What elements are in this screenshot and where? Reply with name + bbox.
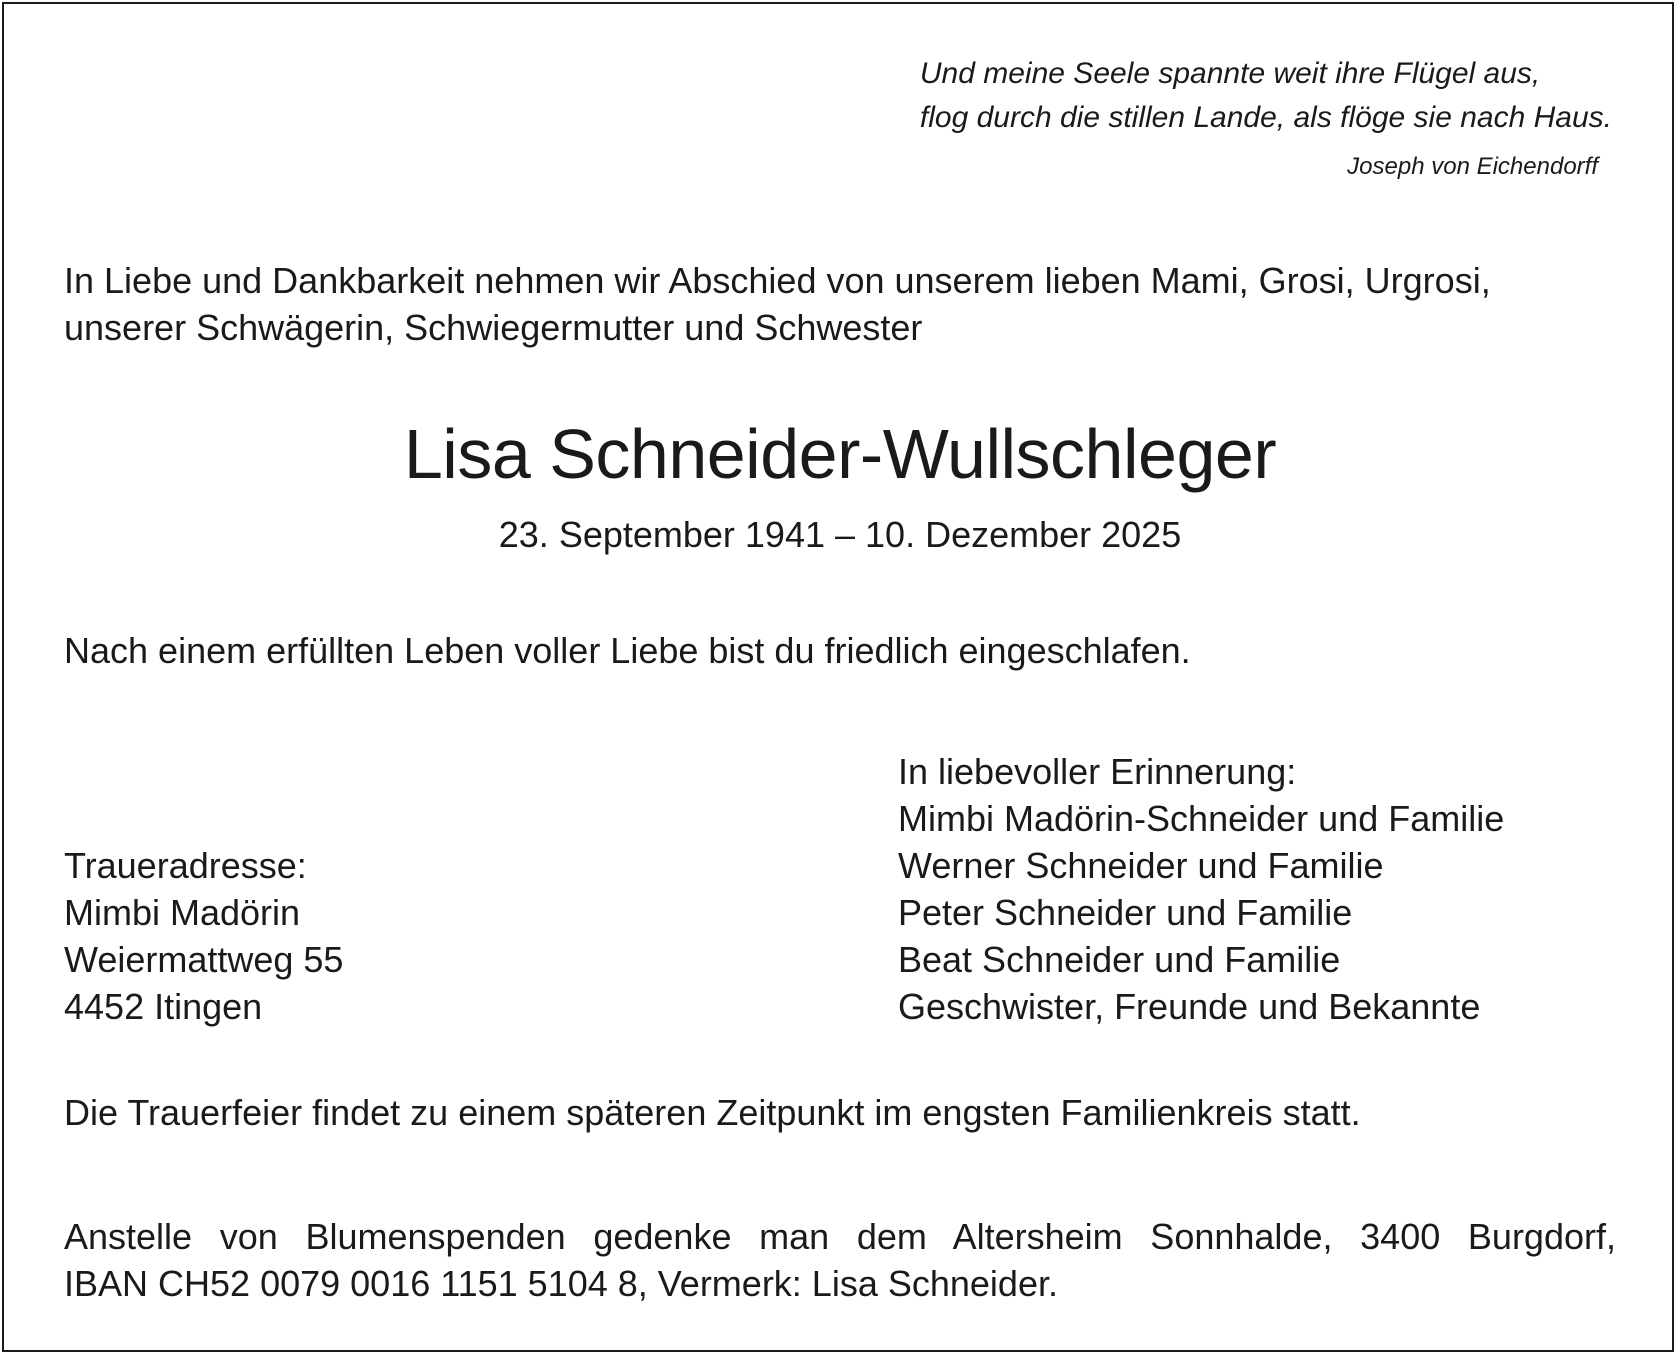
- address-line: 4452 Itingen: [64, 986, 263, 1027]
- poem-quote: [920, 52, 1612, 184]
- sleep-text: Nach einem erfüllten Leben voller Liebe bist du friedlich eingeschlafen.: [64, 630, 1191, 671]
- mourner-name: Beat Schneider und Familie: [898, 939, 1341, 980]
- ceremony-text: Die Trauerfeier findet zu einem späteren Zeitpunkt im engsten Familienkreis statt.: [64, 1092, 1361, 1133]
- quote-author: Joseph von Eichendorff: [1347, 153, 1598, 180]
- address-line: Weiermattweg 55: [64, 939, 344, 980]
- notice-border: [2, 2, 1674, 1352]
- mourner-name: Peter Schneider und Familie: [898, 892, 1353, 933]
- quote-line: Und meine Seele spannte weit ihre Flügel aus,: [919, 57, 1541, 90]
- deceased-name: Lisa Schneider-Wullschleger: [403, 415, 1277, 493]
- intro-text: [64, 257, 1491, 351]
- memory-list: [898, 748, 1504, 1030]
- mourner-name: Werner Schneider und Familie: [898, 845, 1384, 886]
- mourner-name: Geschwister, Freunde und Bekannte: [898, 986, 1481, 1027]
- memory-heading: In liebevoller Erinnerung:: [898, 751, 1297, 792]
- address-line: Mimbi Madörin: [64, 892, 301, 933]
- donation-line: Anstelle von Blumenspenden gedenke man dem Altersheim Sonnhalde, 3400 Burgdorf,: [64, 1216, 1616, 1257]
- quote-line: flog durch die stillen Lande, als flöge sie nach Haus.: [919, 101, 1612, 134]
- donation-text: [64, 1213, 1616, 1307]
- intro-line: In Liebe und Dankbarkeit nehmen wir Abschied von unserem lieben Mami, Grosi, Urgrosi,: [64, 260, 1491, 301]
- mourner-name: Mimbi Madörin-Schneider und Familie: [898, 798, 1505, 839]
- life-dates: 23. September 1941 – 10. Dezember 2025: [498, 514, 1182, 555]
- intro-line: unserer Schwägerin, Schwiegermutter und Schwester: [64, 307, 923, 348]
- mourning-address: [64, 842, 343, 1030]
- address-label: Traueradresse:: [64, 845, 307, 886]
- donation-line: IBAN CH52 0079 0016 1151 5104 8, Vermerk: Lisa Schneider.: [64, 1263, 1058, 1304]
